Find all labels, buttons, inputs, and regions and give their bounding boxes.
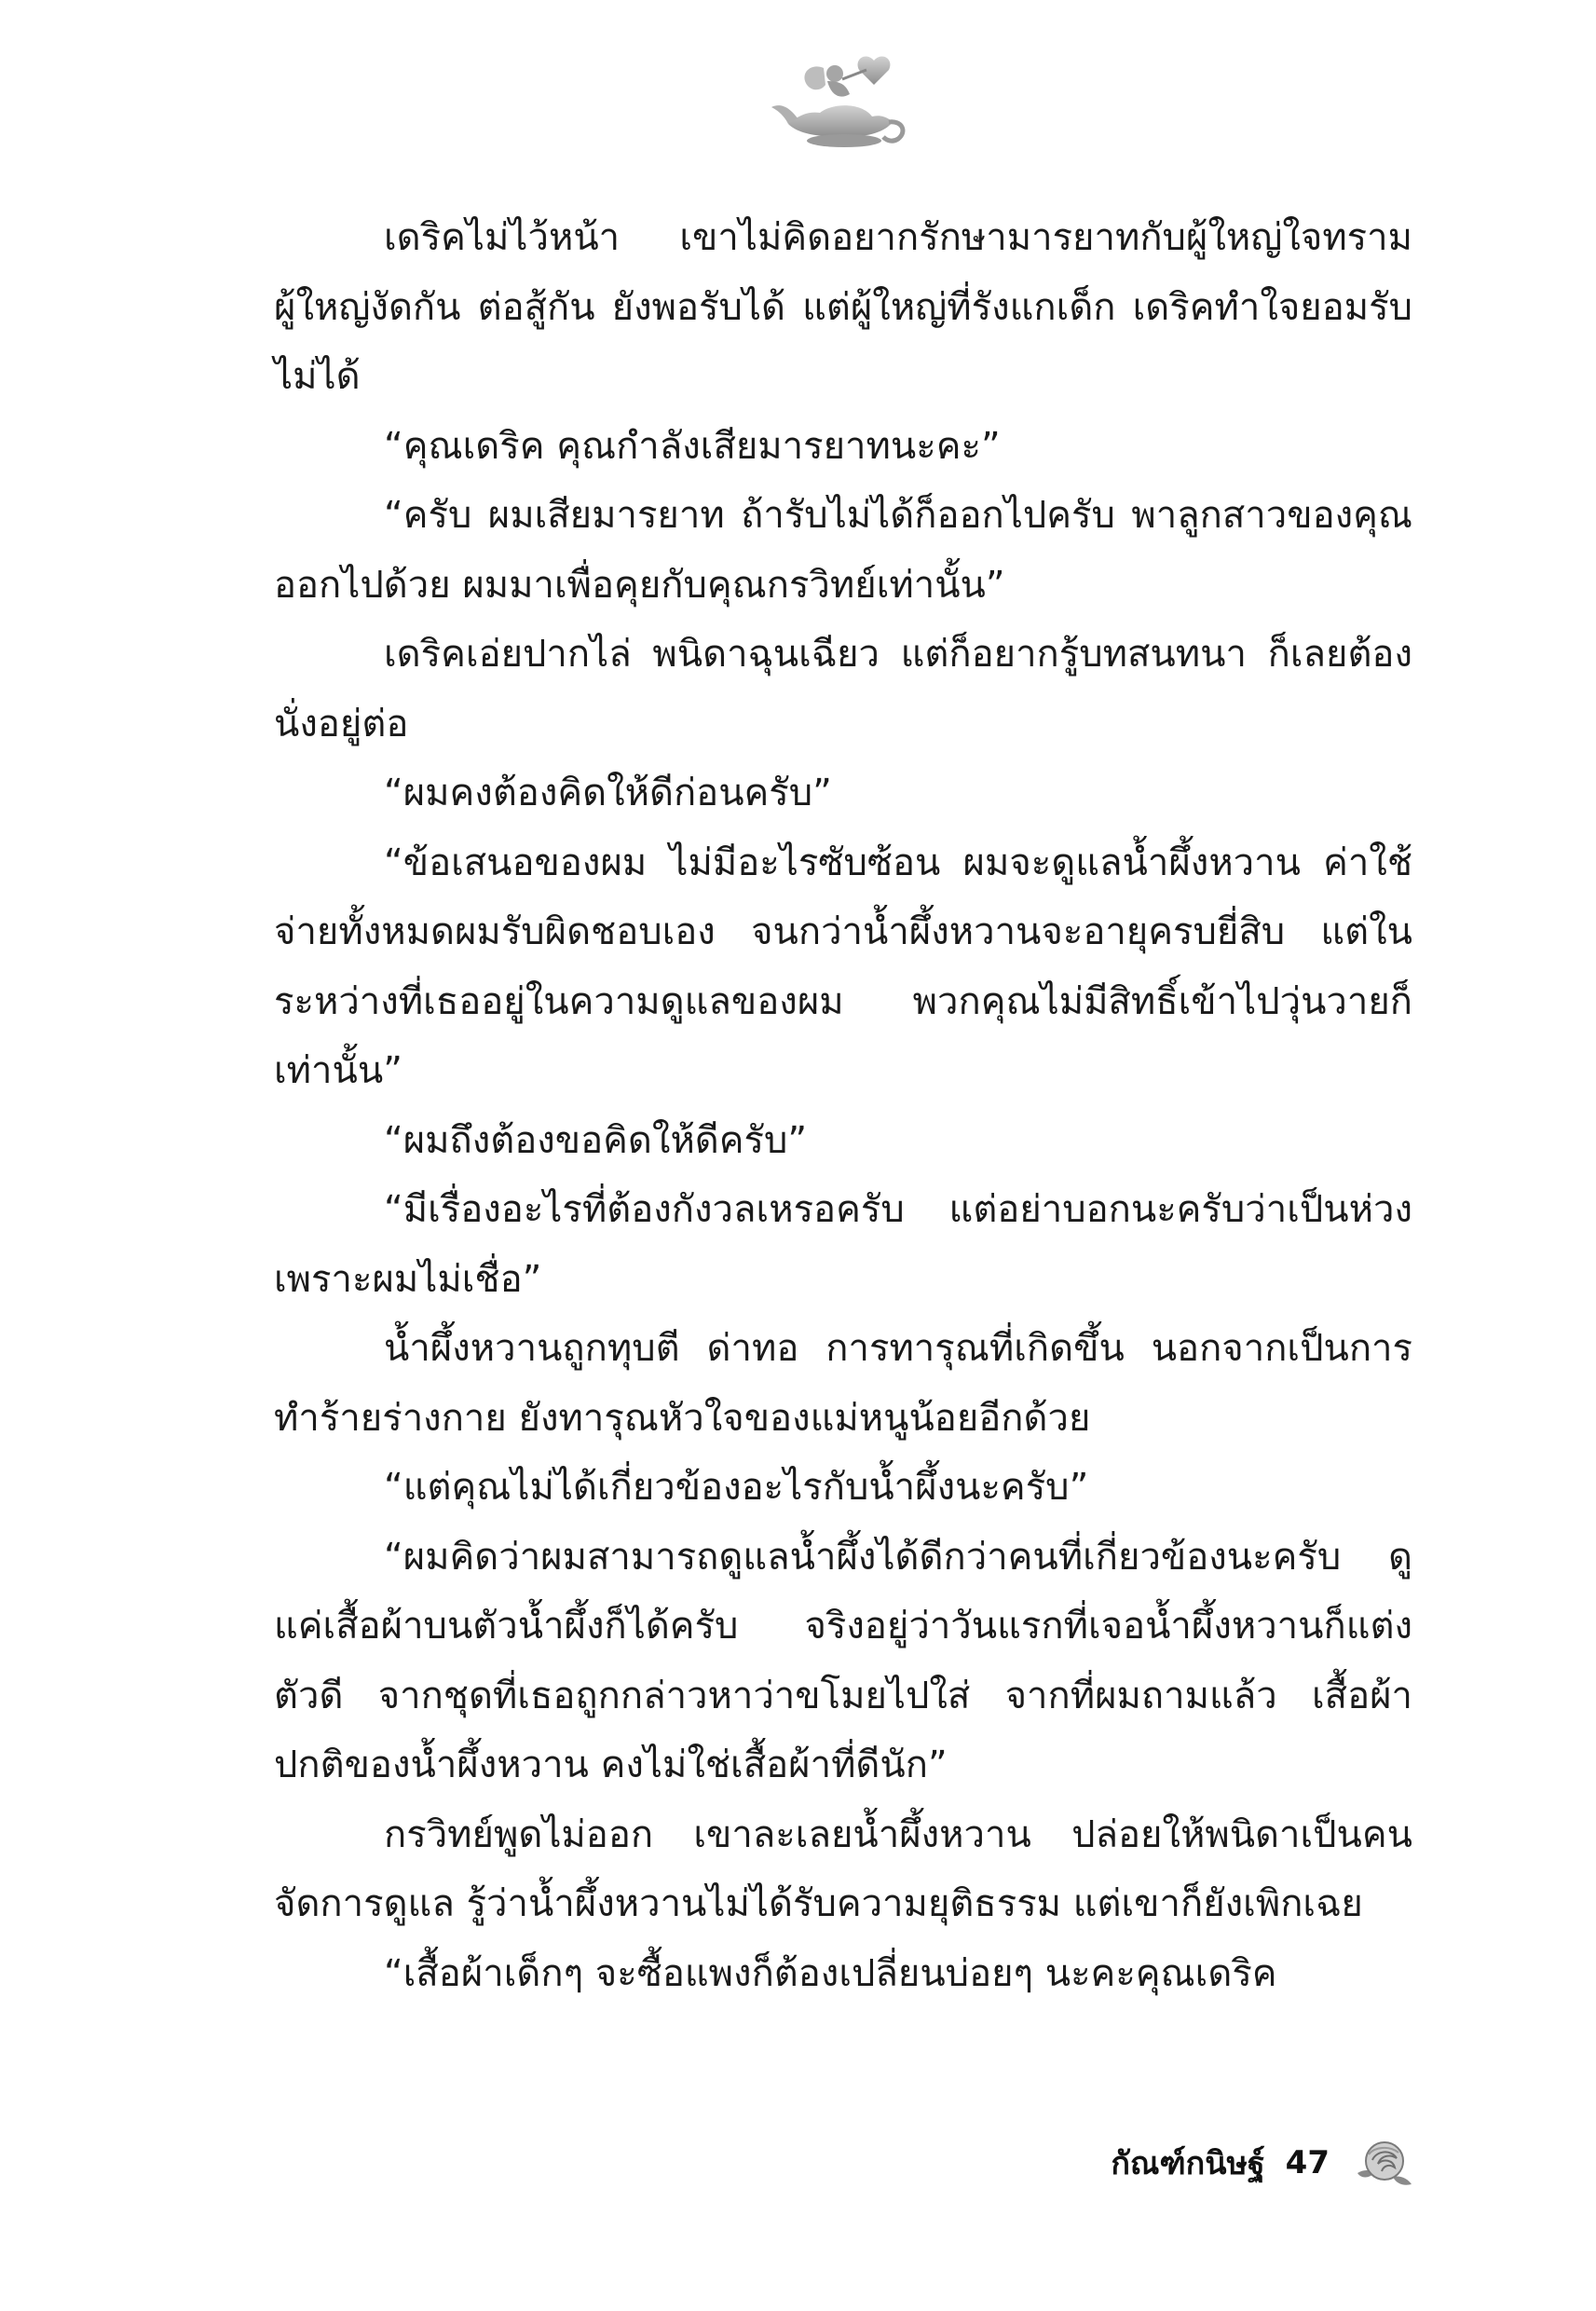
paragraph: กรวิทย์พูดไม่ออก เขาละเลยน้ำผึ้งหวาน ปล่อยให้พนิดาเป็นคนจัดการดูแล รู้ว่าน้ำผึ้งหวานไม่ได้รับความยุติธรรม แต่เขาก็ยังเพิกเฉย — [274, 1812, 1412, 1925]
page-footer — [1111, 2136, 1419, 2190]
body-text — [274, 203, 1412, 2008]
paragraph: น้ำผึ้งหวานถูกทุบตี ด่าทอ การทารุณที่เกิดขึ้น นอกจากเป็นการทำร้ายร่างกาย ยังทารุณหัวใจของแม่หนูน้อยอีกด้วย — [274, 1327, 1412, 1440]
paragraph: “ครับ ผมเสียมารยาท ถ้ารับไม่ได้ก็ออกไปครับ พาลูกสาวของคุณออกไปด้วย ผมมาเพื่อคุยกับคุณกรวิทย์เท่านั้น” — [274, 494, 1412, 607]
paragraph: “คุณเดริค คุณกำลังเสียมารยาทนะคะ” — [384, 424, 1001, 468]
paragraph: เดริคไม่ไว้หน้า เขาไม่คิดอยากรักษามารยาทกับผู้ใหญ่ใจทราม ผู้ใหญ่งัดกัน ต่อสู้กัน ยังพอรับได้ แต่ผู้ใหญ่ที่รังแกเด็ก เดริคทำใจยอมรับไม่ได้ — [274, 216, 1412, 398]
paragraph: “มีเรื่องอะไรที่ต้องกังวลเหรอครับ แต่อย่าบอกนะครับว่าเป็นห่วง เพราะผมไม่เชื่อ” — [274, 1188, 1412, 1301]
paragraph: “เสื้อผ้าเด็กๆ จะซื้อแพงก็ต้องเปลี่ยนบ่อยๆ นะคะคุณเดริค — [384, 1951, 1277, 1995]
book-title: กัณฑ์กนิษฐ์ — [1111, 2145, 1265, 2182]
cupid-teapot-ornament-icon — [770, 51, 909, 163]
page-number: 47 — [1285, 2144, 1330, 2181]
paragraph: “ข้อเสนอของผม ไม่มีอะไรซับซ้อน ผมจะดูแลน้ำผึ้งหวาน ค่าใช้จ่ายทั้งหมดผมรับผิดชอบเอง จนกว่าน้ำผึ้งหวานจะอายุครบยี่สิบ แต่ในระหว่างที่เธออยู่ในความดูแลของผม พวกคุณไม่มีสิทธิ์เข้าไปวุ่นวายก็เท่านั้น” — [274, 841, 1412, 1092]
paragraph: “แต่คุณไม่ได้เกี่ยวข้องอะไรกับน้ำผึ้งนะครับ” — [384, 1466, 1089, 1509]
paragraph: “ผมคงต้องคิดให้ดีก่อนครับ” — [384, 772, 832, 814]
paragraph: เดริคเอ่ยปากไล่ พนิดาฉุนเฉียว แต่ก็อยากรู้บทสนทนา ก็เลยต้องนั่งอยู่ต่อ — [274, 633, 1412, 745]
paragraph: “ผมถึงต้องขอคิดให้ดีครับ” — [384, 1118, 808, 1162]
rose-icon — [1350, 2136, 1419, 2190]
paragraph: “ผมคิดว่าผมสามารถดูแลน้ำผึ้งได้ดีกว่าคนที่เกี่ยวข้องนะครับ ดูแค่เสื้อผ้าบนตัวน้ำผึ้งก็ได้ครับ จริงอยู่ว่าวันแรกที่เจอน้ำผึ้งหวานก็แต่งตัวดี จากชุดที่เธอถูกกล่าวหาว่าขโมยไปใส่ จากที่ผมถามแล้ว เสื้อผ้าปกติของน้ำผึ้งหวาน คงไม่ใช่เสื้อผ้าที่ดีนัก” — [274, 1535, 1412, 1786]
